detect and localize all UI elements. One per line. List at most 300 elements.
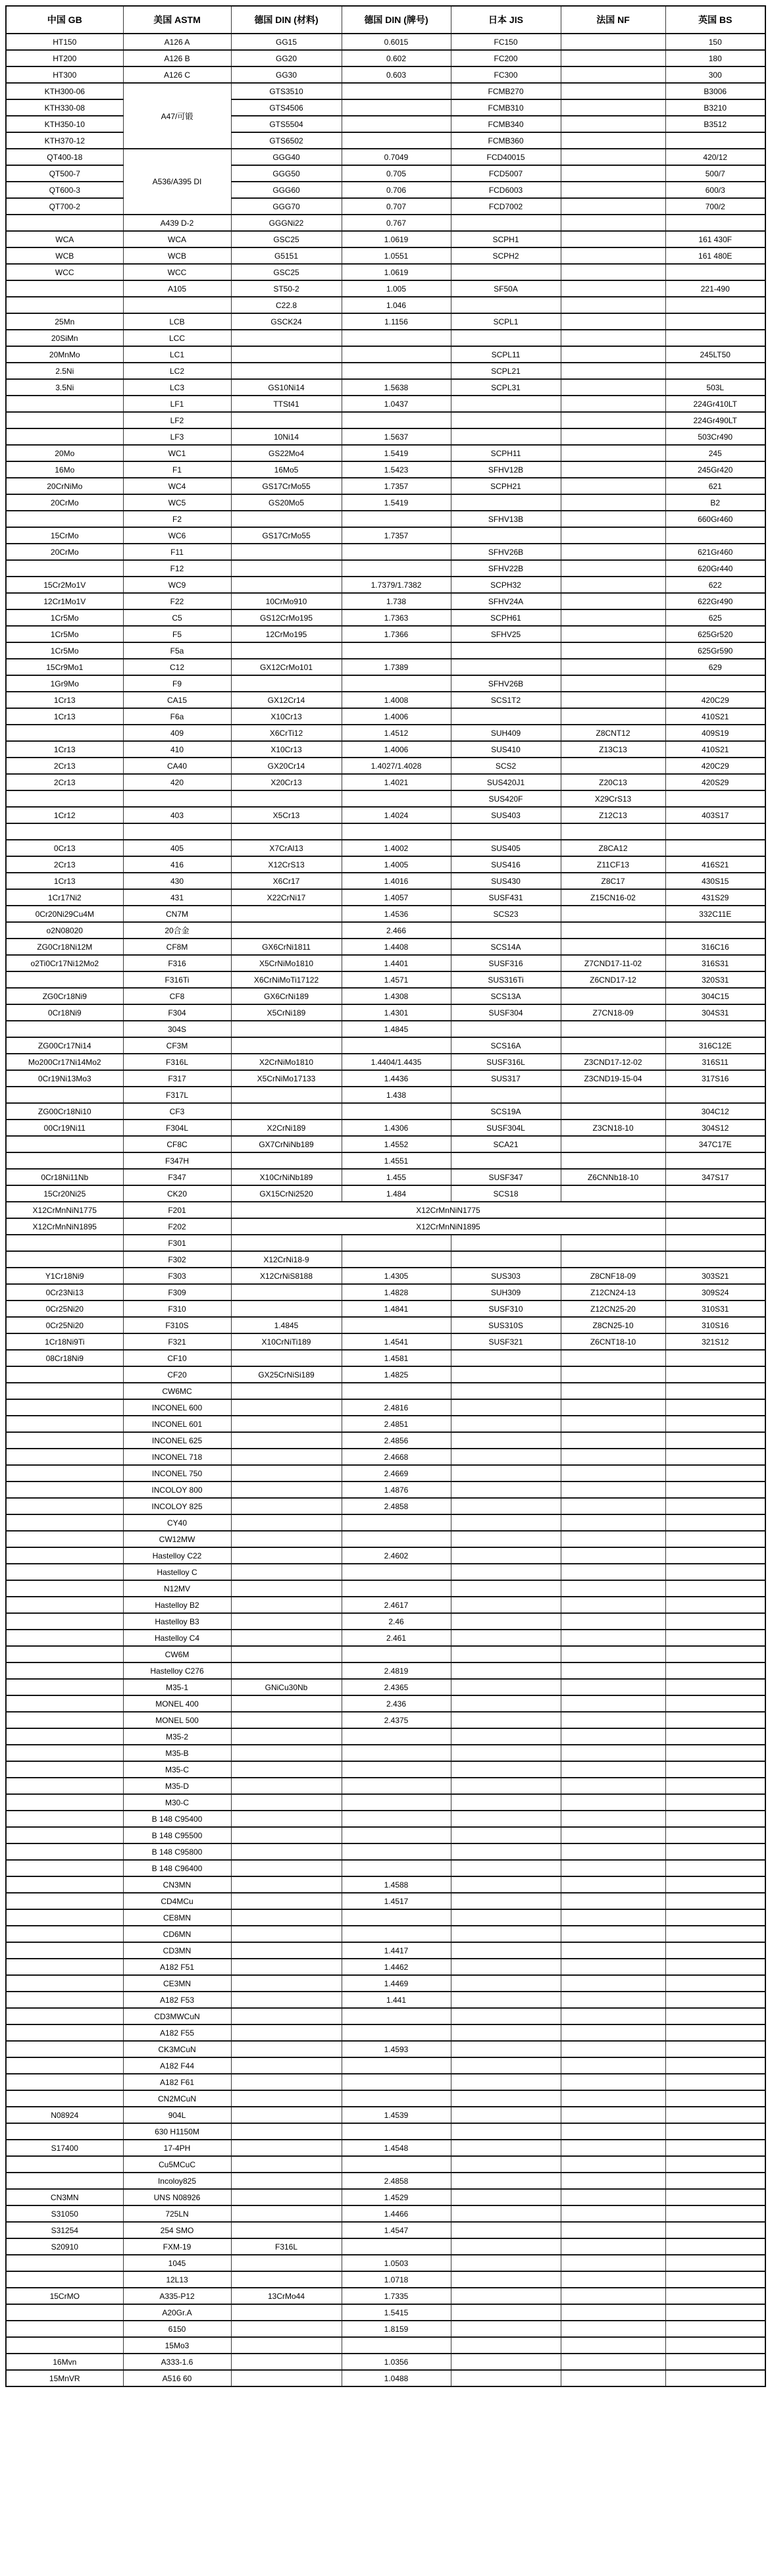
table-row [6,1021,765,1037]
table-cell [6,1794,123,1811]
table-row [6,971,765,988]
table-cell [231,544,342,560]
table-row [6,1728,765,1745]
table-cell [451,2337,561,2354]
table-cell: 13CrMo44 [231,2288,342,2304]
table-cell [231,1580,342,1597]
table-cell: INCONEL 718 [123,1449,231,1465]
table-cell [665,1152,765,1169]
table-cell: M35-B [123,1745,231,1761]
table-cell: 161 480E [665,247,765,264]
table-cell [451,1827,561,1843]
table-row [6,1136,765,1152]
table-cell: X6CrNiMoTi17122 [231,971,342,988]
table-cell [665,1646,765,1662]
table-cell: A47/可锻 [123,83,231,149]
table-cell: CF8 [123,988,231,1004]
table-cell [231,1794,342,1811]
table-cell: 431S29 [665,889,765,906]
table-cell: B 148 C95400 [123,1811,231,1827]
table-cell: F310S [123,1317,231,1333]
table-cell: 1Cr13 [6,708,123,725]
table-cell: GS17CrMo55 [231,527,342,544]
table-cell: CF10 [123,1350,231,1366]
table-cell: Z12CN25-20 [561,1301,665,1317]
table-cell: KTH350-10 [6,116,123,132]
table-cell [561,560,665,577]
table-cell: 403S17 [665,807,765,823]
table-cell: 410S21 [665,741,765,758]
table-cell: 416S21 [665,856,765,873]
table-cell: A105 [123,280,231,297]
table-row [6,840,765,856]
table-cell: 405 [123,840,231,856]
table-cell: 16Mo5 [231,461,342,478]
table-cell: 1.4417 [342,1942,451,1959]
table-cell: CF20 [123,1366,231,1383]
table-cell: 1.7357 [342,527,451,544]
table-cell [231,1942,342,1959]
table-cell: F317L [123,1087,231,1103]
table-cell: 1Cr18Ni9Ti [6,1333,123,1350]
table-cell: B3210 [665,99,765,116]
table-cell: 1.7366 [342,626,451,642]
table-cell: 1.4571 [342,971,451,988]
table-cell [231,1564,342,1580]
table-cell [561,511,665,527]
table-cell [231,823,342,840]
table-cell: SUH309 [451,1284,561,1301]
table-cell [342,823,451,840]
table-cell: 224Gr490LT [665,412,765,428]
table-cell [561,2123,665,2140]
table-cell: Hastelloy C276 [123,1662,231,1679]
table-row [6,1037,765,1054]
table-cell [665,1630,765,1646]
table-cell [561,2074,665,2090]
table-cell [451,1416,561,1432]
table-cell: 15CrMO [6,2288,123,2304]
table-cell: HT300 [6,66,123,83]
table-row [6,2173,765,2189]
table-cell [561,445,665,461]
table-cell [561,708,665,725]
table-cell: F316 [123,955,231,971]
table-cell: 1.4401 [342,955,451,971]
table-cell: A536/A395 DI [123,149,231,215]
table-cell [231,1860,342,1876]
table-cell: 309S24 [665,1284,765,1301]
table-cell: Hastelloy C4 [123,1630,231,1646]
table-cell: 1.0619 [342,231,451,247]
table-cell: SUSF347 [451,1169,561,1185]
table-cell [6,1679,123,1695]
table-cell: A126 C [123,66,231,83]
table-cell: 1.0437 [342,396,451,412]
table-cell: F317 [123,1070,231,1087]
table-cell [561,1580,665,1597]
table-cell: HT150 [6,34,123,50]
table-row [6,2156,765,2173]
table-row [6,297,765,313]
table-cell: 20CrNiMo [6,478,123,494]
table-cell: 1.455 [342,1169,451,1185]
table-cell: SUS405 [451,840,561,856]
table-cell: 1Cr13 [6,741,123,758]
table-cell [561,2321,665,2337]
table-row [6,1794,765,1811]
table-row [6,544,765,560]
table-cell [451,1449,561,1465]
table-row [6,675,765,692]
table-cell [6,2008,123,2024]
table-cell [6,1959,123,1975]
table-row [6,313,765,330]
table-cell: 1.0488 [342,2370,451,2386]
table-cell: 1.4016 [342,873,451,889]
table-cell [561,1465,665,1481]
table-cell: F316L [231,2238,342,2255]
table-cell: A439 D-2 [123,215,231,231]
table-cell: CA15 [123,692,231,708]
table-cell: 317S16 [665,1070,765,1087]
table-row [6,1761,765,1778]
table-cell: GGG40 [231,149,342,165]
table-cell [451,412,561,428]
table-cell: X20Cr13 [231,774,342,790]
table-cell: 0Cr19Ni13Mo3 [6,1070,123,1087]
table-cell: CW6M [123,1646,231,1662]
table-cell [342,1860,451,1876]
table-cell [6,1745,123,1761]
table-cell [665,1959,765,1975]
table-row [6,2041,765,2057]
table-cell: 1.4306 [342,1120,451,1136]
table-cell: GS12CrMo195 [231,609,342,626]
table-row [6,34,765,50]
table-cell [665,363,765,379]
table-cell [451,1350,561,1366]
table-cell: M35-2 [123,1728,231,1745]
table-cell [231,2140,342,2156]
table-cell: A182 F55 [123,2024,231,2041]
table-row [6,1992,765,2008]
table-cell: 600/3 [665,182,765,198]
table-cell: 20CrMo [6,544,123,560]
table-cell: F310 [123,1301,231,1317]
table-cell [231,2024,342,2041]
table-cell [665,132,765,149]
table-cell [451,1860,561,1876]
table-row [6,1679,765,1695]
table-cell: 409S19 [665,725,765,741]
table-cell [561,215,665,231]
table-cell: 316C16 [665,939,765,955]
table-cell [665,840,765,856]
table-cell: 1.4581 [342,1350,451,1366]
table-cell: WCA [6,231,123,247]
table-row [6,461,765,478]
table-cell [451,1662,561,1679]
table-cell [6,1778,123,1794]
table-cell [561,1152,665,1169]
table-cell: SUS403 [451,807,561,823]
table-cell: F201 [123,1202,231,1218]
table-cell: QT700-2 [6,198,123,215]
table-cell: 10CrMo910 [231,593,342,609]
table-cell [231,1514,342,1531]
table-cell: WC6 [123,527,231,544]
table-cell: F1 [123,461,231,478]
table-cell: INCONEL 750 [123,1465,231,1481]
table-cell [342,99,451,116]
table-cell [123,790,231,807]
table-cell: 0.707 [342,198,451,215]
table-cell [561,461,665,478]
table-cell: GS22Mo4 [231,445,342,461]
table-cell: 625 [665,609,765,626]
table-cell [561,2222,665,2238]
table-row [6,527,765,544]
table-cell: 2.4856 [342,1432,451,1449]
table-cell: GNiCu30Nb [231,1679,342,1695]
table-cell: Z7CN18-09 [561,1004,665,1021]
table-cell [451,2123,561,2140]
table-cell [561,83,665,99]
table-cell [665,2024,765,2041]
table-cell [231,1662,342,1679]
table-cell: 0.767 [342,215,451,231]
table-cell [561,626,665,642]
table-cell [561,1959,665,1975]
table-cell [231,1909,342,1926]
table-cell [451,823,561,840]
table-cell: 245 [665,445,765,461]
table-cell: 416 [123,856,231,873]
table-cell [451,1498,561,1514]
table-cell: GX12CrMo101 [231,659,342,675]
table-cell: 630 H1150M [123,2123,231,2140]
table-row [6,873,765,889]
table-cell [561,2008,665,2024]
table-cell [561,758,665,774]
table-row [6,1383,765,1399]
table-row [6,988,765,1004]
table-row [6,1909,765,1926]
table-cell: KTH300-06 [6,83,123,99]
table-row [6,478,765,494]
table-cell [6,1909,123,1926]
table-cell: ZG0Cr18Ni12M [6,939,123,955]
table-cell: ZG0Cr18Ni9 [6,988,123,1004]
table-cell [561,132,665,149]
table-cell [6,2156,123,2173]
table-cell [665,1416,765,1432]
table-cell: FC150 [451,34,561,50]
table-row [6,412,765,428]
table-cell: F347H [123,1152,231,1169]
table-row [6,231,765,247]
table-cell: 0Cr13 [6,840,123,856]
table-cell [561,2370,665,2386]
table-cell: 304S [123,1021,231,1037]
table-cell: 1Cr13 [6,692,123,708]
table-cell: F22 [123,593,231,609]
table-cell: 1.4006 [342,708,451,725]
table-cell [561,1564,665,1580]
table-cell [451,396,561,412]
table-cell [342,1909,451,1926]
table-cell: SF50A [451,280,561,297]
table-cell [342,2090,451,2107]
table-cell [6,560,123,577]
table-cell [6,1432,123,1449]
table-cell: FC300 [451,66,561,83]
table-cell [451,494,561,511]
table-cell [451,2271,561,2288]
table-cell [561,99,665,116]
table-cell [561,692,665,708]
table-cell [6,428,123,445]
table-cell: HT200 [6,50,123,66]
table-cell: B2 [665,494,765,511]
table-cell [451,1399,561,1416]
table-row [6,889,765,906]
table-cell: C22.8 [231,297,342,313]
table-cell [6,790,123,807]
table-cell: 1.5415 [342,2304,451,2321]
table-cell [451,1514,561,1531]
table-cell: 1.4593 [342,2041,451,2057]
table-cell: 0.602 [342,50,451,66]
table-cell [561,2255,665,2271]
header-cell-usa-astm: 美国 ASTM [123,6,231,34]
table-cell [561,1843,665,1860]
table-cell [665,1366,765,1383]
table-cell [561,988,665,1004]
table-cell: GS10Ni14 [231,379,342,396]
table-cell: 1.4005 [342,856,451,873]
table-cell: 420S29 [665,774,765,790]
table-cell: F12 [123,560,231,577]
table-cell: 403 [123,807,231,823]
table-row [6,396,765,412]
table-cell [561,1811,665,1827]
table-cell [342,346,451,363]
table-row [6,247,765,264]
table-cell: 347C17E [665,1136,765,1152]
table-row [6,642,765,659]
table-cell [231,1728,342,1745]
table-cell: 1Cr13 [6,873,123,889]
table-cell [561,1366,665,1383]
table-cell [451,527,561,544]
table-cell [342,1383,451,1399]
table-row [6,1449,765,1465]
table-cell [6,1761,123,1778]
table-row [6,132,765,149]
table-cell: o2N08020 [6,922,123,939]
table-cell [451,1679,561,1695]
table-cell: GX20Cr14 [231,758,342,774]
table-cell [561,428,665,445]
table-cell: 0.7049 [342,149,451,165]
table-cell [342,1926,451,1942]
table-cell: 410 [123,741,231,758]
table-row [6,725,765,741]
table-cell [231,560,342,577]
table-cell [665,297,765,313]
table-cell: 1.0619 [342,264,451,280]
table-cell: SCPL1 [451,313,561,330]
table-cell: X10Cr13 [231,708,342,725]
table-cell [665,790,765,807]
table-cell [665,1547,765,1564]
table-cell [451,2140,561,2156]
table-cell [6,2123,123,2140]
table-cell: 180 [665,50,765,66]
table-cell: SUSF321 [451,1333,561,1350]
table-cell: SFHV26B [451,675,561,692]
table-cell: 17-4PH [123,2140,231,2156]
table-cell [231,330,342,346]
table-cell [231,642,342,659]
table-cell: 1.4469 [342,1975,451,1992]
table-cell [451,1778,561,1794]
table-cell [451,1087,561,1103]
table-cell: FCD5007 [451,165,561,182]
table-cell [665,2337,765,2354]
table-row [6,758,765,774]
table-cell [451,1959,561,1975]
table-cell [231,1301,342,1317]
table-cell: ZG00Cr17Ni14 [6,1037,123,1054]
table-cell [561,593,665,609]
table-cell [665,1975,765,1992]
table-cell [231,1745,342,1761]
table-cell [561,247,665,264]
table-cell [231,2041,342,2057]
table-cell [6,1876,123,1893]
table-cell: X12CrMnNiN1775 [231,1202,665,1218]
table-cell: CD4MCu [123,1893,231,1909]
table-cell [451,2090,561,2107]
table-cell: 20SiMn [6,330,123,346]
table-cell [451,1843,561,1860]
table-cell [665,1893,765,1909]
table-cell: 1.4536 [342,906,451,922]
table-cell: Z12CN24-13 [561,1284,665,1301]
table-cell: 15Cr2Mo1V [6,577,123,593]
table-row [6,1893,765,1909]
table-cell [231,1893,342,1909]
table-row [6,198,765,215]
table-cell [665,1251,765,1268]
table-cell [451,708,561,725]
table-cell: 0Cr25Ni20 [6,1317,123,1333]
table-cell: X12CrMnNiN1895 [231,1218,665,1235]
table-cell: 625Gr520 [665,626,765,642]
table-cell: 1.4512 [342,725,451,741]
table-row [6,2271,765,2288]
table-row [6,1547,765,1564]
table-cell: GX6CrNi1811 [231,939,342,955]
table-cell [561,2288,665,2304]
table-cell: 304C15 [665,988,765,1004]
table-cell [342,1103,451,1120]
table-cell: F5a [123,642,231,659]
table-cell [561,34,665,50]
